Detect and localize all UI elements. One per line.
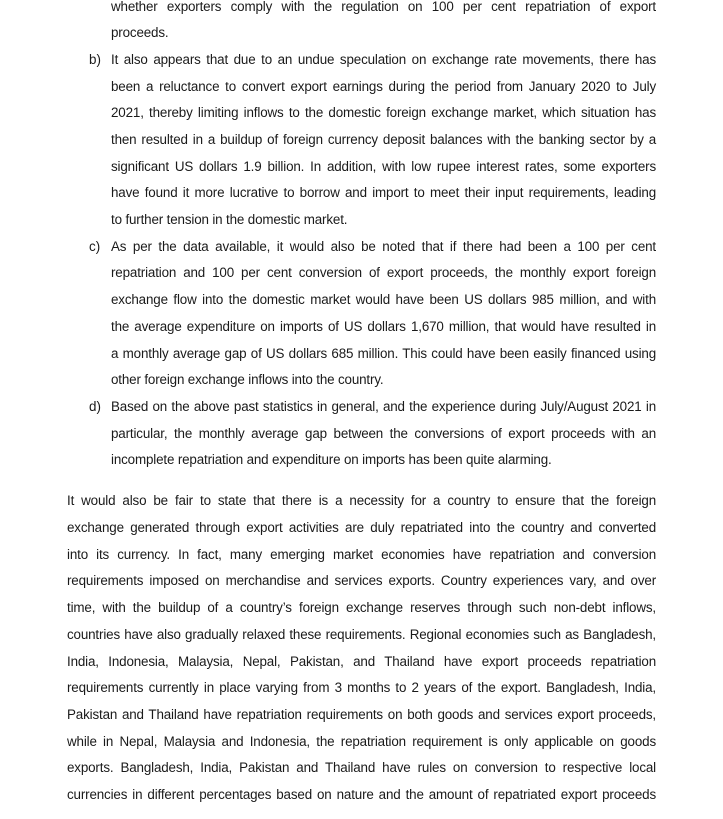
paragraph-line: Pakistan and Thailand have repatriation requirements on both goods and services export proceeds,	[67, 707, 656, 722]
list-line: been a reluctance to convert export earnings during the period from January 2020 to July	[111, 79, 656, 94]
list-marker: d)	[89, 399, 101, 414]
list-line: repatriation and 100 per cent conversion of export proceeds, the monthly export foreign	[111, 265, 656, 280]
paragraph-line: India, Indonesia, Malaysia, Nepal, Pakistan, and Thailand have export proceeds repatriation	[67, 654, 656, 669]
list-marker: c)	[89, 239, 101, 254]
list-line: particular, the monthly average gap between the conversions of export proceeds with an	[111, 426, 656, 441]
list-line: to further tension in the domestic market.	[111, 212, 348, 227]
list-line: exchange flow into the domestic market would have been US dollars 985 million, and with	[111, 292, 656, 307]
list-line: significant US dollars 1.9 billion. In addition, with low rupee interest rates, some exporters	[111, 159, 656, 174]
list-line: other foreign exchange inflows into the country.	[111, 372, 384, 387]
paragraph-line: It would also be fair to state that there is a necessity for a country to ensure that the foreign	[67, 493, 656, 508]
list-line: It also appears that due to an undue speculation on exchange rate movements, there has	[111, 52, 656, 67]
list-line: 2021, thereby limiting inflows to the domestic foreign exchange market, which situation has	[111, 105, 656, 120]
paragraph-line: time, with the buildup of a country’s foreign exchange reserves through such non-debt inflows,	[67, 600, 656, 615]
list-line: Based on the above past statistics in general, and the experience during July/August 2021 in	[111, 399, 656, 414]
paragraph-line: currencies in different percentages based on nature and the amount of repatriated export proceeds	[67, 787, 656, 802]
list-line: As per the data available, it would also be noted that if there had been a 100 per cent	[111, 239, 656, 254]
paragraph-line: exports. Bangladesh, India, Pakistan and Thailand have rules on conversion to respective local	[67, 760, 656, 775]
list-line: then resulted in a buildup of foreign currency deposit balances with the banking sector by a	[111, 132, 656, 147]
list-line: have found it more lucrative to borrow and import to meet their input requirements, leading	[111, 185, 656, 200]
paragraph-line: requirements imposed on merchandise and services exports. Country experiences vary, and over	[67, 573, 656, 588]
paragraph-line: while in Nepal, Malaysia and Indonesia, the repatriation requirement is only applicable on goods	[67, 734, 656, 749]
paragraph-line: into its currency. In fact, many emerging market economies have repatriation and conversion	[67, 547, 656, 562]
list-line: a monthly average gap of US dollars 685 million. This could have been easily financed using	[111, 346, 656, 361]
list-line: the average expenditure on imports of US dollars 1,670 million, that would have resulted in	[111, 319, 656, 334]
list-marker: b)	[89, 52, 101, 67]
paragraph-line: countries have also gradually relaxed these requirements. Regional economies such as Bangladesh,	[67, 627, 656, 642]
paragraph-line: exchange generated through export activities are duly repatriated into the country and converted	[67, 520, 656, 535]
list-line: whether exporters comply with the regulation on 100 per cent repatriation of export	[111, 0, 656, 14]
paragraph-line: requirements currently in place varying from 3 months to 2 years of the export. Bangladesh, India,	[67, 680, 656, 695]
list-line: incomplete repatriation and expenditure on imports has been quite alarming.	[111, 452, 552, 467]
list-line: proceeds.	[111, 25, 169, 40]
